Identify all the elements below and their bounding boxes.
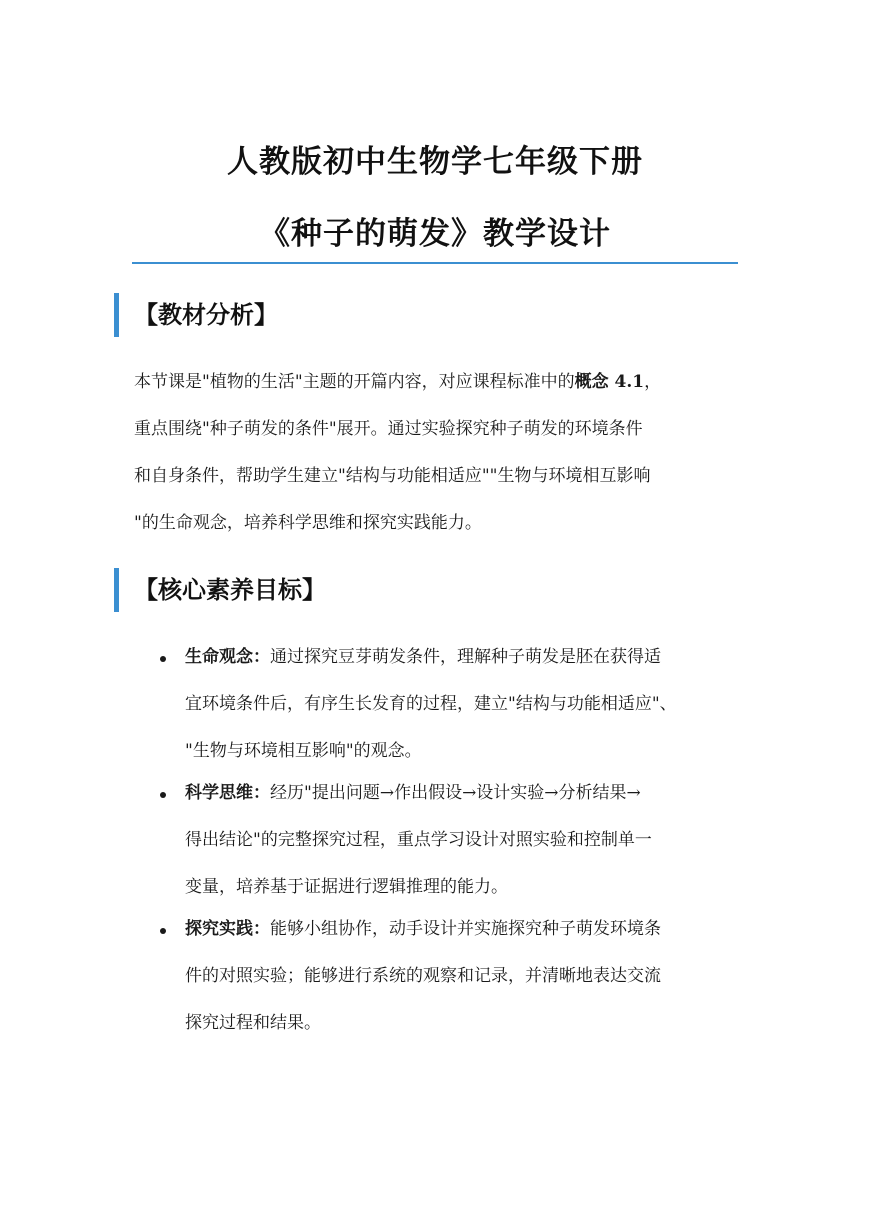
list-item-text: 探究实践：能够小组协作，动手设计并实施探究种子萌发环境条 件的对照实验；能够进行系统的观察和记录，并清晰地表达交流 探究过程和结果。	[185, 919, 661, 1033]
paragraph-line: "的生命观念，培养科学思维和探究实践能力。	[134, 513, 482, 533]
bullet-icon	[160, 928, 166, 934]
paragraph-line: 重点围绕"种子萌发的条件"展开。通过实验探究种子萌发的环境条件	[134, 419, 643, 439]
bullet-icon	[160, 792, 166, 798]
paragraph-line: 本节课是"植物的生活"主题的开篇内容，对应课程标准中的概念 4.1，	[134, 372, 662, 392]
list-item-label: 探究实践：	[185, 919, 270, 939]
list-item-label: 科学思维：	[185, 783, 270, 803]
title-divider	[132, 262, 738, 264]
document-title-line-1: 人教版初中生物学七年级下册	[227, 144, 643, 180]
bullet-icon	[160, 656, 166, 662]
document-title-line-2: 《种子的萌发》教学设计	[259, 216, 611, 252]
paragraph-line: 和自身条件，帮助学生建立"结构与功能相适应""生物与环境相互影响	[134, 466, 651, 486]
list-item-label: 生命观念：	[185, 647, 270, 667]
section-heading-core-competency-goals: 【核心素养目标】	[114, 568, 326, 612]
list-item-text: 生命观念：通过探究豆芽萌发条件，理解种子萌发是胚在获得适 宜环境条件后，有序生长发育的过程，建立"结构与功能相适应"、 "生物与环境相互影响"的观念。	[185, 647, 677, 761]
textbook-analysis-paragraph	[134, 359, 754, 547]
list-item-text: 科学思维：经历"提出问题→作出假设→设计实验→分析结果→ 得出结论"的完整探究过程，重点学习设计对照实验和控制单一 变量，培养基于证据进行逻辑推理的能力。	[185, 783, 652, 897]
section-heading-textbook-analysis: 【教材分析】	[114, 293, 278, 337]
